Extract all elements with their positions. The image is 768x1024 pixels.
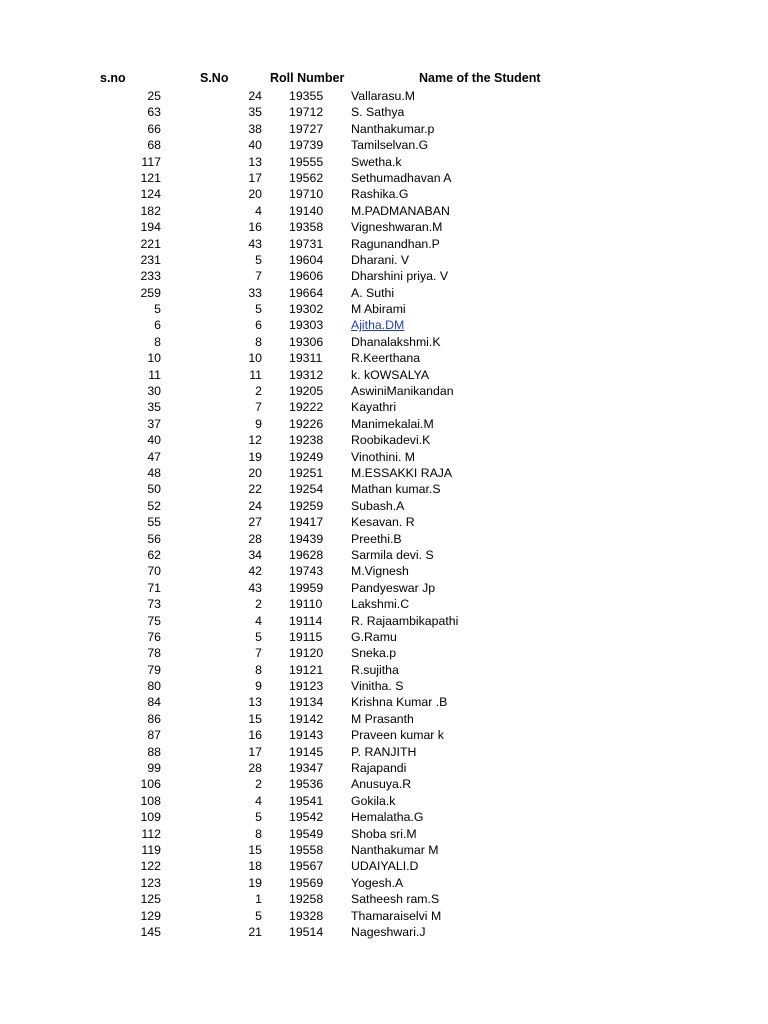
cell-sno: 37 (147, 416, 161, 431)
cell-sno: 50 (147, 482, 161, 497)
table-row (0, 367, 768, 383)
cell-sno-secondary: 4 (255, 203, 262, 218)
cell-student-name: Thamaraiselvi M (351, 908, 442, 923)
cell-roll-number: 19142 (289, 711, 324, 726)
cell-sno: 11 (148, 367, 161, 382)
cell-sno: 79 (147, 662, 161, 677)
cell-student-name: Nageshwari.J (351, 924, 426, 939)
cell-student-name: Vigneshwaran.M (351, 220, 443, 235)
table-row (0, 481, 768, 497)
table-row (0, 285, 768, 301)
cell-sno: 117 (141, 154, 161, 169)
cell-sno: 87 (147, 728, 161, 743)
cell-roll-number: 19143 (289, 728, 324, 743)
cell-sno: 259 (140, 285, 161, 300)
cell-roll-number: 19140 (289, 203, 324, 218)
cell-roll-number: 19555 (289, 154, 324, 169)
cell-sno-secondary: 43 (248, 580, 262, 595)
table-row (0, 711, 768, 727)
cell-student-name: Rajapandi (351, 761, 407, 776)
cell-sno: 35 (147, 400, 161, 415)
cell-sno-secondary: 16 (248, 220, 262, 235)
cell-roll-number: 19306 (289, 334, 324, 349)
table-row (0, 596, 768, 612)
cell-sno: 75 (147, 613, 161, 628)
cell-sno-secondary: 42 (248, 564, 262, 579)
header-sno-secondary: S.No (200, 71, 229, 85)
cell-roll-number: 19312 (289, 367, 324, 382)
cell-sno-secondary: 5 (255, 252, 262, 267)
cell-sno: 112 (141, 826, 161, 841)
table-row (0, 580, 768, 596)
table-row (0, 531, 768, 547)
cell-student-name: Vallarasu.M (351, 89, 416, 103)
cell-sno-secondary: 5 (255, 908, 262, 923)
cell-roll-number: 19743 (289, 564, 324, 579)
cell-sno: 108 (140, 793, 161, 808)
cell-sno-secondary: 21 (248, 924, 262, 939)
cell-roll-number: 19258 (289, 892, 324, 907)
table-row (0, 514, 768, 530)
cell-sno-secondary: 6 (255, 318, 262, 333)
cell-student-name: Tamilselvan.G (351, 138, 429, 153)
cell-roll-number: 19358 (289, 220, 324, 235)
cell-sno-secondary: 8 (255, 826, 262, 841)
cell-sno: 182 (140, 203, 161, 218)
cell-student-name: Dharshini priya. V (351, 269, 449, 284)
cell-sno-secondary: 33 (248, 285, 262, 300)
cell-sno: 56 (147, 531, 161, 546)
table-row (0, 465, 768, 481)
cell-sno-secondary: 13 (248, 695, 262, 710)
cell-student-name: Subash.A (351, 498, 405, 513)
cell-student-name: Dharani. V (351, 252, 410, 267)
cell-sno: 30 (147, 384, 161, 399)
cell-roll-number: 19328 (289, 908, 324, 923)
cell-sno: 52 (147, 498, 161, 513)
cell-roll-number: 19254 (289, 482, 324, 497)
table-row (0, 416, 768, 432)
table-row (0, 301, 768, 317)
cell-sno: 123 (140, 875, 161, 890)
table-row (0, 203, 768, 219)
cell-sno-secondary: 17 (248, 170, 262, 185)
cell-sno: 40 (147, 433, 161, 448)
cell-student-name: Praveen kumar k (351, 728, 444, 743)
cell-student-name: Sarmila devi. S (351, 547, 434, 562)
cell-student-name: Shoba sri.M (351, 826, 417, 841)
cell-sno-secondary: 28 (248, 531, 262, 546)
cell-student-name: M.PADMANABAN (351, 203, 450, 218)
cell-sno: 62 (147, 547, 161, 562)
cell-roll-number: 19542 (289, 810, 324, 825)
cell-sno: 48 (147, 465, 161, 480)
student-list-sheet (0, 70, 768, 940)
cell-sno-secondary: 12 (248, 433, 262, 448)
cell-student-name: Anusuya.R (351, 777, 412, 792)
cell-sno: 71 (147, 580, 161, 595)
cell-sno-secondary: 1 (255, 892, 262, 907)
table-row (0, 104, 768, 120)
header-sno: s.no (100, 71, 126, 85)
cell-sno-secondary: 20 (248, 187, 262, 202)
table-row (0, 563, 768, 579)
cell-student-name: G.Ramu (351, 629, 397, 644)
cell-sno-secondary: 7 (255, 646, 262, 661)
cell-sno-secondary: 9 (255, 679, 262, 694)
table-row (0, 645, 768, 661)
cell-roll-number: 19439 (289, 531, 324, 546)
cell-student-name: M.ESSAKKI RAJA (351, 465, 453, 480)
cell-roll-number: 19355 (289, 89, 324, 103)
table-row (0, 744, 768, 760)
cell-sno: 106 (140, 777, 161, 792)
cell-sno: 221 (140, 236, 161, 251)
table-row (0, 613, 768, 629)
cell-sno: 99 (147, 761, 161, 776)
cell-sno: 8 (154, 334, 161, 349)
table-row (0, 694, 768, 710)
cell-student-name: Sneka.p (351, 646, 397, 661)
table-row (0, 170, 768, 186)
cell-sno-secondary: 17 (248, 744, 262, 759)
cell-sno: 63 (147, 105, 161, 120)
cell-roll-number: 19249 (289, 449, 324, 464)
cell-student-name: Sethumadhavan A (351, 170, 452, 185)
table-row (0, 137, 768, 153)
cell-roll-number: 19514 (289, 924, 324, 939)
cell-sno-secondary: 24 (248, 498, 262, 513)
cell-student-name: Rashika.G (351, 187, 409, 202)
cell-sno: 233 (140, 269, 161, 284)
table-row (0, 334, 768, 350)
cell-student-name: R. Rajaambikapathi (351, 613, 459, 628)
cell-sno-secondary: 2 (255, 384, 262, 399)
cell-sno: 231 (140, 252, 161, 267)
cell-sno: 145 (140, 924, 161, 939)
cell-sno-secondary: 2 (255, 777, 262, 792)
cell-sno-secondary: 5 (255, 302, 262, 317)
cell-sno: 121 (140, 170, 161, 185)
cell-sno-secondary: 19 (248, 449, 262, 464)
cell-roll-number: 19567 (289, 859, 324, 874)
cell-sno: 70 (147, 564, 161, 579)
cell-sno: 84 (147, 695, 161, 710)
cell-roll-number: 19259 (289, 498, 324, 513)
cell-roll-number: 19145 (289, 744, 324, 759)
cell-sno-secondary: 11 (249, 367, 262, 382)
cell-student-name: M.Vignesh (351, 564, 409, 579)
cell-student-name: Nanthakumar M (351, 842, 439, 857)
cell-sno: 10 (147, 351, 161, 366)
cell-sno: 125 (140, 892, 161, 907)
cell-roll-number: 19712 (289, 105, 324, 120)
cell-roll-number: 19134 (289, 695, 324, 710)
cell-student-name: Manimekalai.M (351, 416, 434, 431)
cell-sno-secondary: 15 (248, 842, 262, 857)
cell-sno: 129 (140, 908, 161, 923)
header-student-name: Name of the Student (419, 71, 541, 85)
cell-sno: 6 (154, 318, 161, 333)
table-row (0, 842, 768, 858)
cell-roll-number: 19562 (289, 170, 324, 185)
cell-sno-secondary: 8 (255, 662, 262, 677)
cell-sno: 122 (140, 859, 161, 874)
cell-sno-secondary: 40 (248, 138, 262, 153)
table-row (0, 350, 768, 366)
cell-sno-secondary: 13 (248, 154, 262, 169)
table-row (0, 547, 768, 563)
table-row (0, 252, 768, 268)
cell-sno-secondary: 27 (248, 515, 262, 530)
cell-roll-number: 19303 (289, 318, 324, 333)
cell-sno-secondary: 35 (248, 105, 262, 120)
cell-student-name: Swetha.k (351, 154, 402, 169)
cell-roll-number: 19710 (289, 187, 324, 202)
cell-roll-number: 19536 (289, 777, 324, 792)
cell-roll-number: 19114 (289, 613, 323, 628)
table-row (0, 776, 768, 792)
table-row (0, 760, 768, 776)
cell-student-name: Vinothini. M (351, 449, 416, 464)
table-row (0, 449, 768, 465)
cell-sno-secondary: 43 (248, 236, 262, 251)
table-row (0, 121, 768, 137)
cell-sno-secondary: 8 (255, 334, 262, 349)
cell-roll-number: 19110 (289, 597, 323, 612)
cell-roll-number: 19628 (289, 547, 324, 562)
cell-roll-number: 19123 (289, 679, 324, 694)
table-row (0, 236, 768, 252)
cell-sno-secondary: 18 (248, 859, 262, 874)
cell-sno-secondary: 4 (255, 613, 262, 628)
cell-student-name: Kesavan. R (351, 515, 415, 530)
cell-roll-number: 19251 (289, 465, 324, 480)
cell-student-name: Mathan kumar.S (351, 482, 441, 497)
cell-student-name: Roobikadevi.K (351, 433, 431, 448)
table-row (0, 662, 768, 678)
cell-roll-number: 19121 (289, 662, 324, 677)
cell-sno: 80 (147, 679, 161, 694)
cell-roll-number: 19226 (289, 416, 324, 431)
cell-sno-secondary: 28 (248, 761, 262, 776)
cell-roll-number: 19311 (289, 351, 323, 366)
table-row (0, 399, 768, 415)
cell-student-name: S. Sathya (351, 105, 405, 120)
cell-student-name: Lakshmi.C (351, 597, 410, 612)
table-body (0, 88, 768, 940)
cell-student-name: k. kOWSALYA (351, 367, 430, 382)
cell-roll-number: 19664 (289, 285, 324, 300)
cell-student-name: UDAIYALI.D (351, 859, 419, 874)
cell-student-name: Kayathri (351, 400, 397, 415)
cell-roll-number: 19604 (289, 252, 324, 267)
cell-sno: 194 (140, 220, 161, 235)
table-row (0, 924, 768, 940)
cell-sno-secondary: 20 (248, 465, 262, 480)
cell-sno: 76 (147, 629, 161, 644)
cell-student-name: M Abirami (351, 302, 406, 317)
cell-roll-number: 19238 (289, 433, 324, 448)
cell-roll-number: 19727 (289, 121, 324, 136)
cell-student-name: Gokila.k (351, 793, 396, 808)
table-row (0, 383, 768, 399)
cell-roll-number: 19347 (289, 761, 324, 776)
cell-student-name: M Prasanth (351, 711, 414, 726)
cell-sno: 78 (147, 646, 161, 661)
cell-sno-secondary: 34 (248, 547, 262, 562)
table-row (0, 826, 768, 842)
cell-roll-number: 19959 (289, 580, 324, 595)
cell-sno-secondary: 7 (255, 400, 262, 415)
cell-sno: 88 (147, 744, 161, 759)
table-row (0, 727, 768, 743)
cell-student-name: R.sujitha (351, 662, 399, 677)
cell-student-name: R.Keerthana (351, 351, 421, 366)
cell-sno-secondary: 9 (255, 416, 262, 431)
cell-roll-number: 19115 (289, 629, 323, 644)
table-row (0, 875, 768, 891)
cell-sno: 109 (140, 810, 161, 825)
cell-sno-secondary: 5 (255, 629, 262, 644)
cell-student-name: Krishna Kumar .B (351, 695, 448, 710)
cell-sno-secondary: 2 (255, 597, 262, 612)
cell-sno-secondary: 10 (248, 351, 262, 366)
cell-sno-secondary: 7 (255, 269, 262, 284)
cell-sno: 47 (147, 449, 161, 464)
cell-student-name: Dhanalakshmi.K (351, 334, 441, 349)
cell-sno: 68 (147, 138, 161, 153)
cell-student-name: AswiniManikandan (351, 384, 454, 399)
cell-sno-secondary: 15 (248, 711, 262, 726)
cell-sno-secondary: 19 (248, 875, 262, 890)
cell-roll-number: 19302 (289, 302, 324, 317)
cell-roll-number: 19417 (289, 515, 324, 530)
table-row (0, 186, 768, 202)
table-row (0, 88, 768, 104)
table-row (0, 793, 768, 809)
cell-sno-secondary: 22 (248, 482, 262, 497)
cell-sno-secondary: 4 (255, 793, 262, 808)
table-header-row (0, 70, 768, 88)
cell-roll-number: 19569 (289, 875, 324, 890)
cell-student-name: Pandyeswar Jp (351, 580, 436, 595)
table-row (0, 809, 768, 825)
cell-sno: 5 (154, 302, 161, 317)
cell-sno: 119 (141, 842, 161, 857)
table-row (0, 858, 768, 874)
cell-roll-number: 19549 (289, 826, 324, 841)
cell-roll-number: 19558 (289, 842, 324, 857)
cell-roll-number: 19606 (289, 269, 324, 284)
table-row (0, 891, 768, 907)
cell-roll-number: 19205 (289, 384, 324, 399)
table-row (0, 629, 768, 645)
cell-student-name-link[interactable]: Ajitha.DM (351, 318, 405, 333)
cell-roll-number: 19120 (289, 646, 324, 661)
table-row (0, 154, 768, 170)
header-roll-number: Roll Number (270, 71, 345, 85)
cell-student-name: A. Suthi (351, 285, 395, 300)
cell-student-name: Ragunandhan.P (351, 236, 440, 251)
table-row (0, 908, 768, 924)
cell-student-name: Nanthakumar.p (351, 121, 435, 136)
cell-student-name: Hemalatha.G (351, 810, 424, 825)
cell-student-name: Preethi.B (351, 531, 402, 546)
cell-sno-secondary: 24 (248, 89, 262, 103)
cell-sno: 86 (147, 711, 161, 726)
table-row (0, 432, 768, 448)
table-row (0, 219, 768, 235)
table-row (0, 268, 768, 284)
cell-sno-secondary: 16 (248, 728, 262, 743)
cell-sno: 55 (147, 515, 161, 530)
cell-sno-secondary: 38 (248, 121, 262, 136)
cell-roll-number: 19541 (289, 793, 324, 808)
cell-roll-number: 19739 (289, 138, 324, 153)
cell-student-name: Vinitha. S (351, 679, 404, 694)
table-row (0, 678, 768, 694)
cell-roll-number: 19731 (289, 236, 324, 251)
cell-student-name: Yogesh.A (351, 875, 404, 890)
cell-sno: 66 (147, 121, 161, 136)
cell-sno: 25 (147, 89, 161, 103)
table-row (0, 498, 768, 514)
cell-student-name: P. RANJITH (351, 744, 417, 759)
table-row (0, 317, 768, 333)
cell-roll-number: 19222 (289, 400, 324, 415)
cell-student-name: Satheesh ram.S (351, 892, 440, 907)
cell-sno: 73 (147, 597, 161, 612)
cell-sno-secondary: 5 (255, 810, 262, 825)
cell-sno: 124 (140, 187, 161, 202)
